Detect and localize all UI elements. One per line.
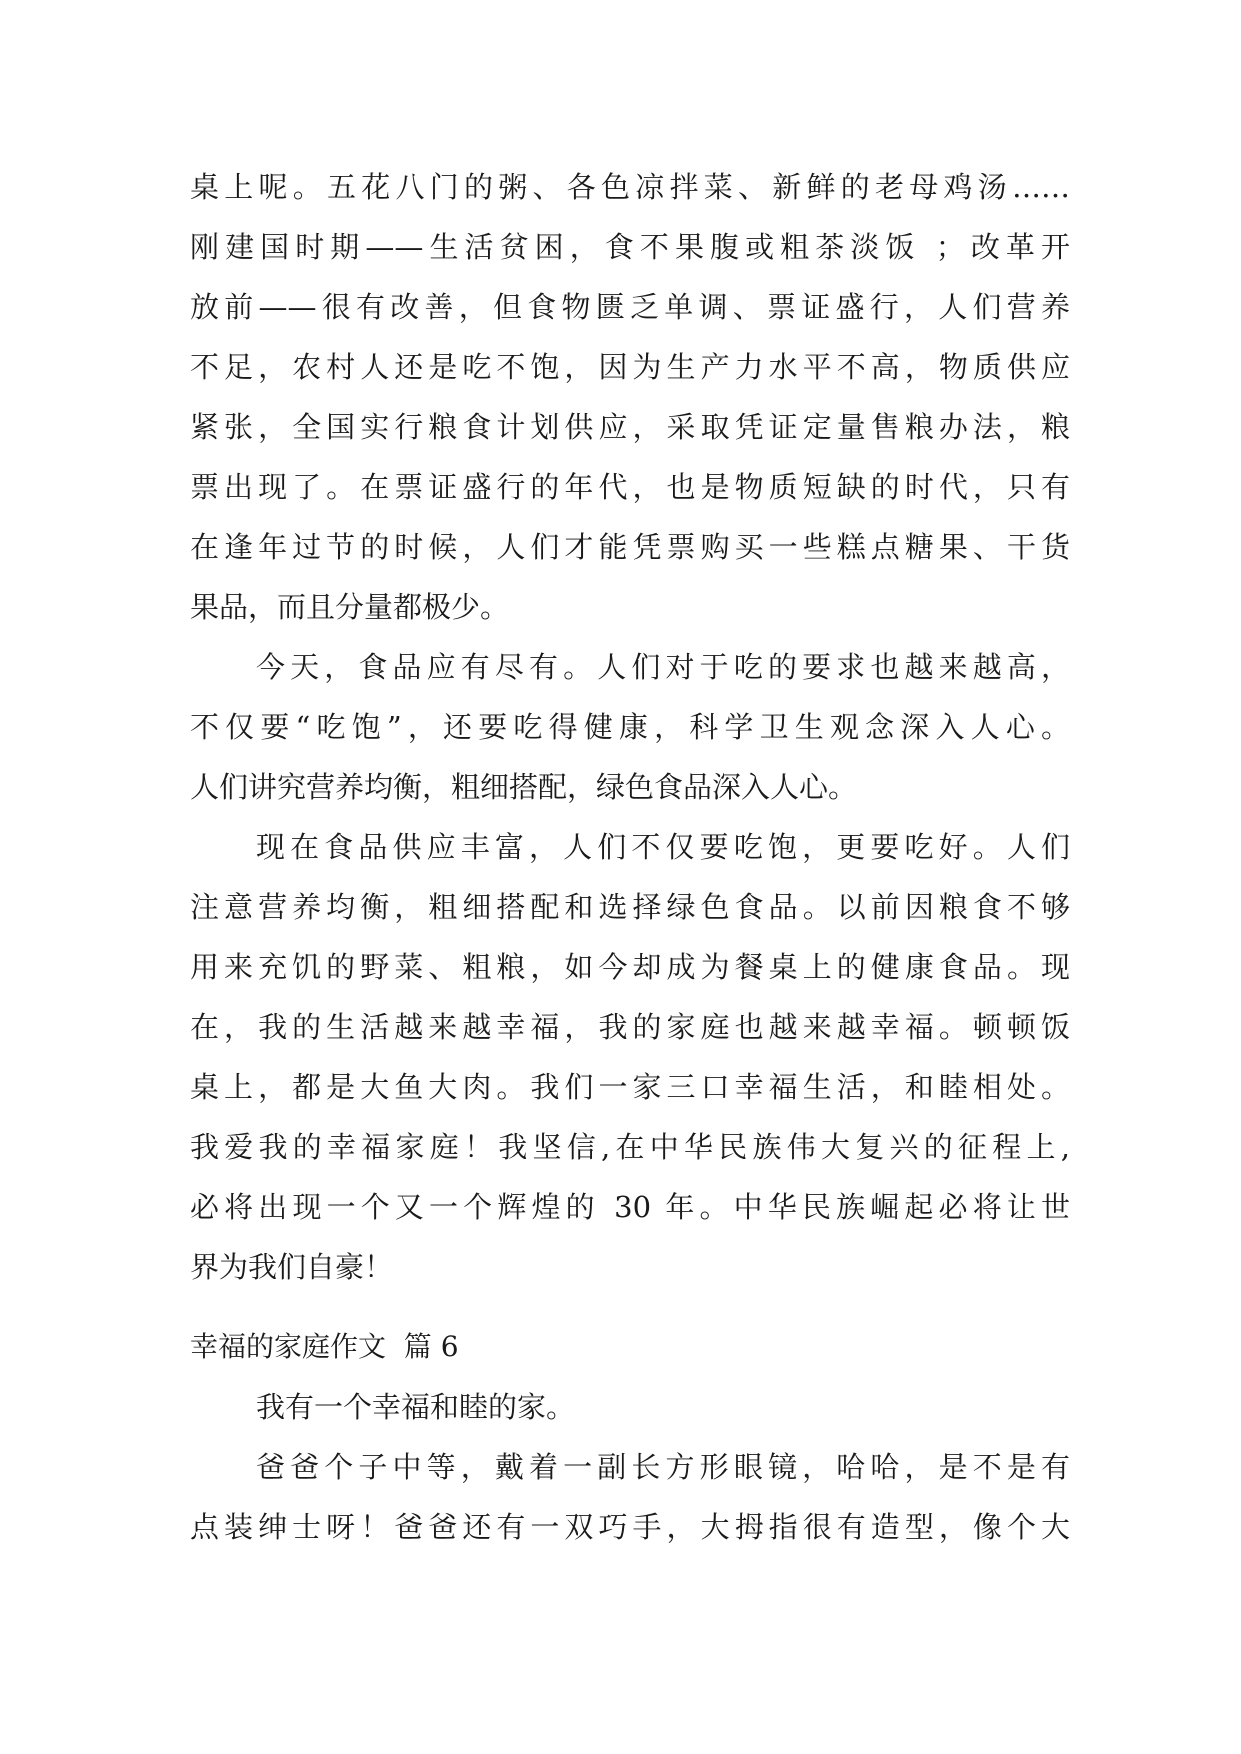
- paragraph-1-line-6: 票出现了。在票证盛行的年代，也是物质短缺的时代，只有: [190, 470, 1070, 504]
- paragraph-2-line-1: 今天，食品应有尽有。人们对于吃的要求也越来越高，: [256, 650, 1070, 684]
- paragraph-3-line-4: 在，我的生活越来越幸福，我的家庭也越来越幸福。顿顿饭: [190, 1010, 1070, 1044]
- paragraph-5-line-2: 点装绅士呀！爸爸还有一双巧手，大拇指很有造型，像个大: [190, 1510, 1070, 1544]
- section-heading: 幸福的家庭作文 篇 6: [190, 1330, 459, 1363]
- paragraph-1-line-2: 刚建国时期——生活贫困，食不果腹或粗茶淡饭 ；改革开: [190, 230, 1070, 264]
- paragraph-3-line-8: 界为我们自豪！: [190, 1250, 394, 1284]
- paragraph-1-line-5: 紧张，全国实行粮食计划供应，采取凭证定量售粮办法，粮: [190, 410, 1070, 444]
- paragraph-2-line-2: 不仅要“吃饱”，还要吃得健康，科学卫生观念深入人心。: [190, 710, 1070, 744]
- paragraph-1-line-8: 果品，而且分量都极少。: [190, 590, 510, 624]
- paragraph-1-line-1: 桌上呢。五花八门的粥、各色凉拌菜、新鲜的老母鸡汤……: [190, 170, 1070, 204]
- paragraph-4-line-1: 我有一个幸福和睦的家。: [256, 1390, 576, 1424]
- paragraph-5-line-1: 爸爸个子中等，戴着一副长方形眼镜，哈哈，是不是有: [256, 1450, 1070, 1484]
- paragraph-3-line-5: 桌上，都是大鱼大肉。我们一家三口幸福生活，和睦相处。: [190, 1070, 1070, 1104]
- paragraph-1-line-4: 不足，农村人还是吃不饱，因为生产力水平不高，物质供应: [190, 350, 1070, 384]
- paragraph-3-line-3: 用来充饥的野菜、粗粮，如今却成为餐桌上的健康食品。现: [190, 950, 1070, 984]
- paragraph-1-line-7: 在逢年过节的时候，人们才能凭票购买一些糕点糖果、干货: [190, 530, 1070, 564]
- paragraph-3-line-1: 现在食品供应丰富，人们不仅要吃饱，更要吃好。人们: [256, 830, 1070, 864]
- paragraph-3-line-6: 我爱我的幸福家庭！我坚信,在中华民族伟大复兴的征程上,: [190, 1130, 1070, 1164]
- paragraph-3-line-7: 必将出现一个又一个辉煌的 30 年。中华民族崛起必将让世: [190, 1190, 1070, 1224]
- paragraph-3-line-2: 注意营养均衡，粗细搭配和选择绿色食品。以前因粮食不够: [190, 890, 1070, 924]
- paragraph-1-line-3: 放前——很有改善，但食物匮乏单调、票证盛行，人们营养: [190, 290, 1070, 324]
- paragraph-2-line-3: 人们讲究营养均衡，粗细搭配，绿色食品深入人心。: [190, 770, 858, 804]
